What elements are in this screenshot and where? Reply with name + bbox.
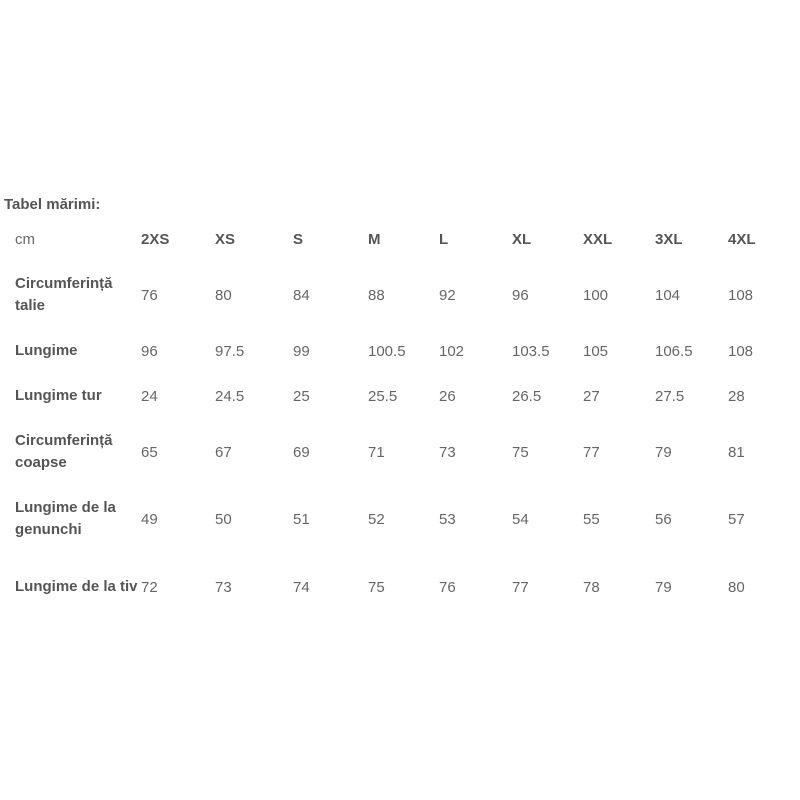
table-cell: 71 xyxy=(368,443,385,461)
table-cell: 108 xyxy=(728,342,754,360)
table-cell: 52 xyxy=(368,510,385,528)
table-cell: 100.5 xyxy=(368,342,406,360)
size-header: L xyxy=(439,230,449,248)
table-cell: 73 xyxy=(439,443,456,461)
table-cell: 55 xyxy=(583,510,600,528)
table-cell: 72 xyxy=(141,578,158,596)
table-cell: 105 xyxy=(583,342,609,360)
size-chart-title: Tabel mărimi: xyxy=(4,196,101,213)
unit-header: cm xyxy=(15,230,35,248)
size-chart-table xyxy=(4,222,788,616)
table-row xyxy=(4,368,788,424)
table-cell: 25.5 xyxy=(368,387,398,405)
table-cell: 53 xyxy=(439,510,456,528)
table-cell: 96 xyxy=(141,342,158,360)
row-label: Lungime de la genunchi xyxy=(15,499,116,538)
table-cell: 26.5 xyxy=(512,387,542,405)
table-cell: 77 xyxy=(583,443,600,461)
table-cell: 96 xyxy=(512,286,529,304)
row-label: Circumferință talie xyxy=(15,275,113,314)
table-cell: 76 xyxy=(141,286,158,304)
table-cell: 27 xyxy=(583,387,600,405)
table-cell: 69 xyxy=(293,443,310,461)
table-cell: 27.5 xyxy=(655,387,685,405)
table-cell: 104 xyxy=(655,286,681,304)
table-cell: 73 xyxy=(215,578,232,596)
table-cell: 57 xyxy=(728,510,745,528)
table-row xyxy=(4,480,788,558)
table-cell: 80 xyxy=(215,286,232,304)
table-cell: 75 xyxy=(512,443,529,461)
table-cell: 76 xyxy=(439,578,456,596)
table-cell: 97.5 xyxy=(215,342,245,360)
table-cell: 102 xyxy=(439,342,465,360)
table-cell: 24 xyxy=(141,387,158,405)
table-cell: 25 xyxy=(293,387,310,405)
table-cell: 28 xyxy=(728,387,745,405)
table-cell: 100 xyxy=(583,286,609,304)
size-header: XS xyxy=(215,230,236,248)
table-cell: 88 xyxy=(368,286,385,304)
row-label: Circumferință coapse xyxy=(15,432,113,471)
size-header: 4XL xyxy=(728,230,756,248)
size-header: S xyxy=(293,230,304,248)
table-cell: 106.5 xyxy=(655,342,693,360)
table-cell: 84 xyxy=(293,286,310,304)
table-row xyxy=(4,558,788,616)
table-row xyxy=(4,424,788,480)
table-cell: 56 xyxy=(655,510,672,528)
size-header: XXL xyxy=(583,230,613,248)
table-cell: 99 xyxy=(293,342,310,360)
table-cell: 67 xyxy=(215,443,232,461)
row-label: Lungime tur xyxy=(15,387,102,404)
table-cell: 92 xyxy=(439,286,456,304)
table-row xyxy=(4,256,788,334)
table-cell: 49 xyxy=(141,510,158,528)
table-cell: 54 xyxy=(512,510,529,528)
size-header: XL xyxy=(512,230,532,248)
table-cell: 75 xyxy=(368,578,385,596)
header-row xyxy=(4,222,788,256)
table-cell: 79 xyxy=(655,443,672,461)
table-cell: 78 xyxy=(583,578,600,596)
size-header: 2XS xyxy=(141,230,170,248)
table-cell: 103.5 xyxy=(512,342,550,360)
size-header: M xyxy=(368,230,381,248)
table-cell: 108 xyxy=(728,286,754,304)
table-cell: 77 xyxy=(512,578,529,596)
table-row xyxy=(4,334,788,368)
table-cell: 79 xyxy=(655,578,672,596)
table-cell: 24.5 xyxy=(215,387,245,405)
table-cell: 50 xyxy=(215,510,232,528)
row-label: Lungime de la tiv xyxy=(15,578,138,595)
row-label: Lungime xyxy=(15,342,78,359)
table-cell: 74 xyxy=(293,578,310,596)
table-cell: 26 xyxy=(439,387,456,405)
table-cell: 51 xyxy=(293,510,310,528)
table-cell: 80 xyxy=(728,578,745,596)
size-header: 3XL xyxy=(655,230,683,248)
table-cell: 81 xyxy=(728,443,745,461)
table-cell: 65 xyxy=(141,443,158,461)
